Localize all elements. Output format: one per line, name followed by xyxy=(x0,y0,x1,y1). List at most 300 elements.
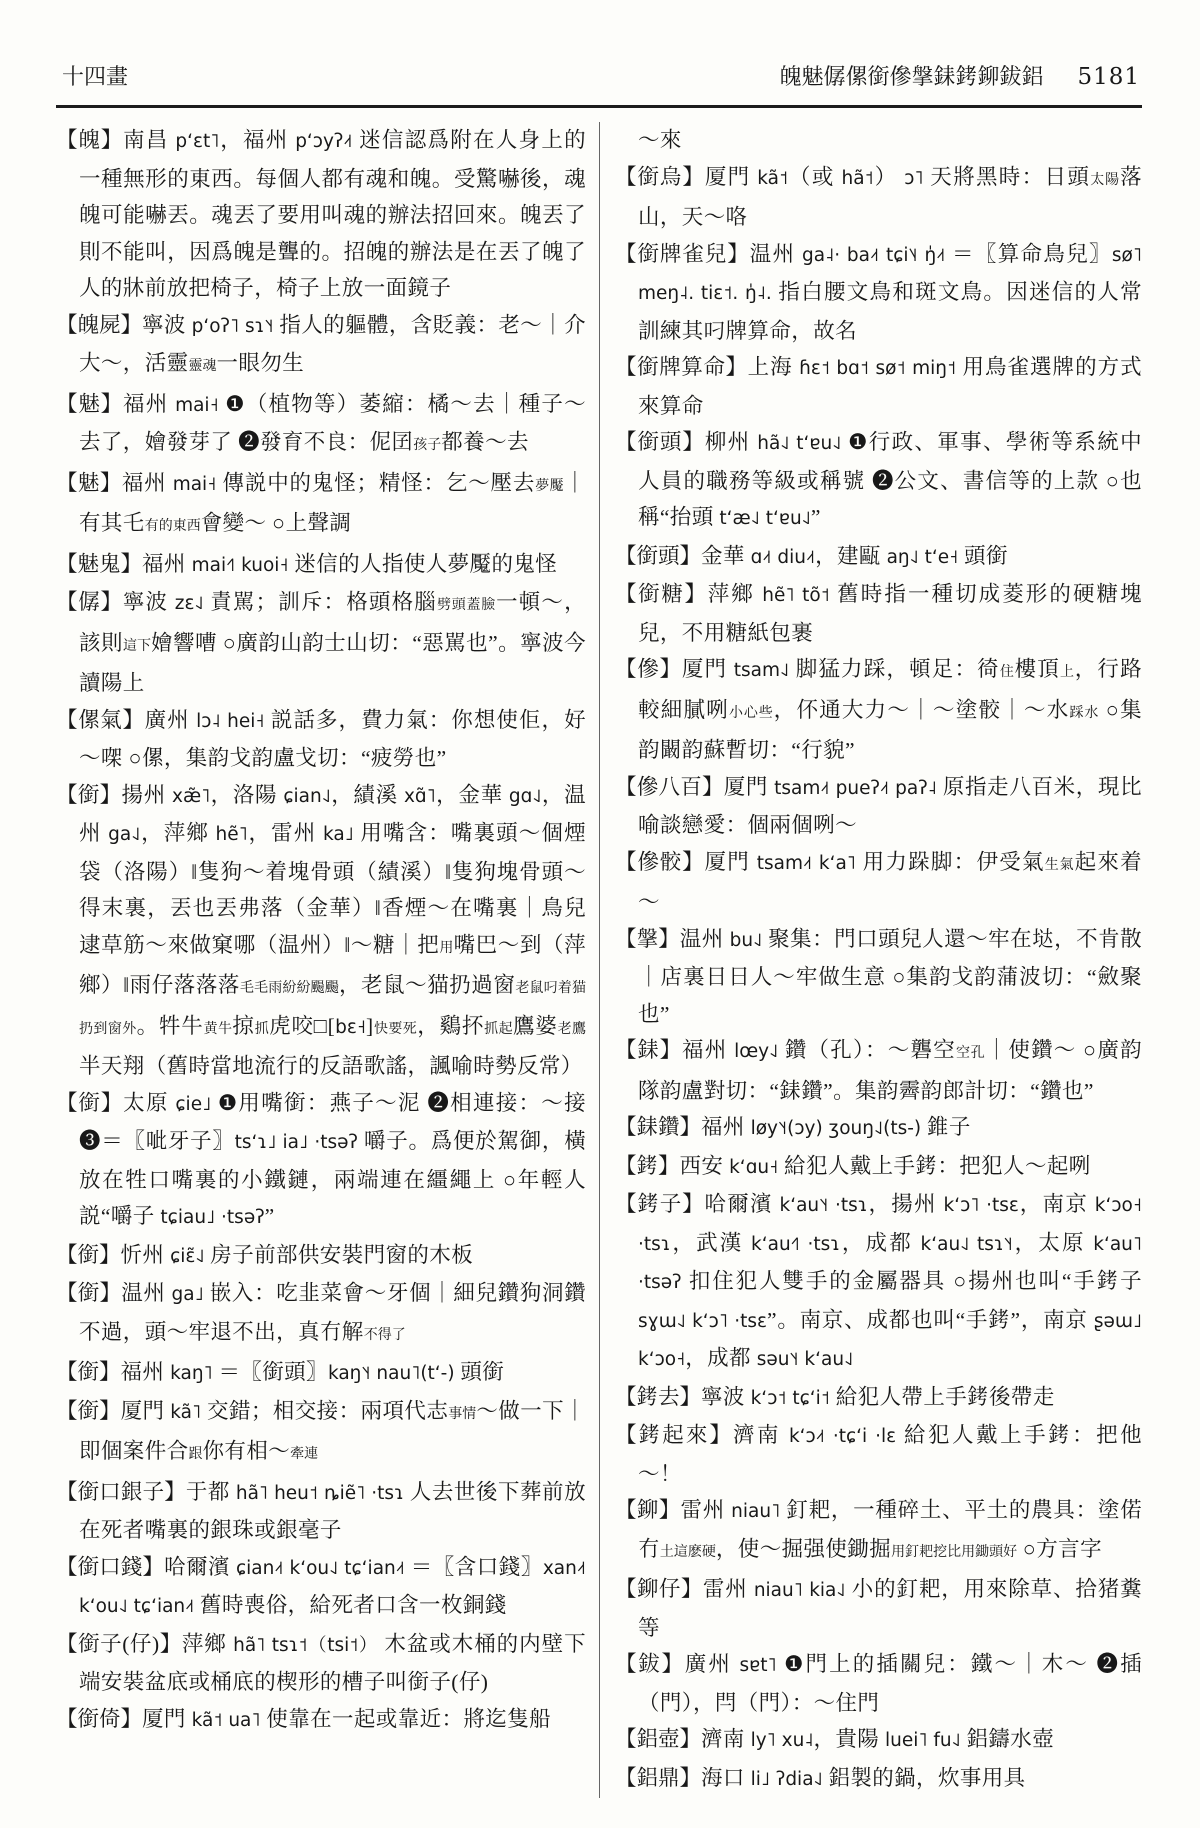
entry-text: ，鷄抔 xyxy=(417,1013,485,1038)
entry-text: ，伓通大力～｜～塗骹｜～水 xyxy=(773,697,1070,722)
dictionary-entry xyxy=(615,1186,1142,1379)
entry-text: 一頓～，該則 xyxy=(79,590,587,655)
dictionary-entry xyxy=(615,1417,1142,1492)
phonetic-transcription: xɑ̃˥ xyxy=(403,785,436,807)
phonetic-transcription: gɑ˨˩ xyxy=(508,785,542,807)
phonetic-transcription: ʂəɯ˩ kʻɔo˧ xyxy=(638,1310,1143,1370)
small-gloss: 毛毛雨紛紛颺颺 xyxy=(239,981,339,996)
small-gloss: 用釘耙挖比用鋤頭好 xyxy=(891,1544,1018,1560)
small-gloss: 踩水 xyxy=(1069,705,1100,721)
dictionary-entry xyxy=(615,1148,1142,1187)
entry-text: ，揚州 xyxy=(867,1192,944,1216)
entry-text: 扣住犯人雙手的金屬器具 ○揚州也叫“手銬子 xyxy=(681,1269,1142,1293)
dictionary-entry xyxy=(615,1760,1142,1799)
entry-text: 鷹婆 xyxy=(513,1013,558,1038)
entry-text: 福州 xyxy=(701,1115,751,1139)
phonetic-transcription: mai˧˥ kuoi˧ xyxy=(191,554,289,576)
entry-headword: 【銜】 xyxy=(56,1090,124,1115)
dictionary-entry xyxy=(56,1549,586,1626)
phonetic-transcription: tʻæ˨˩ tʻɐu˨˩ xyxy=(719,508,811,529)
phonetic-transcription: tsam˨˩ xyxy=(733,660,790,681)
entry-text: 。牪牛 xyxy=(136,1013,204,1038)
entry-text: 迷信的人指使人夢魘的鬼怪 xyxy=(288,551,558,576)
dictionary-entry xyxy=(615,576,1142,651)
dictionary-entry xyxy=(56,1354,586,1393)
entry-text: 揚州 xyxy=(121,782,173,807)
entry-text: 虎咬□[ xyxy=(269,1013,336,1038)
entry-text: ❶（植物等）萎縮：橘～去｜種子～去了，嬒發芽了 ❷發育不良：伲囝 xyxy=(79,391,586,454)
phonetic-transcription: kã˦ xyxy=(757,167,789,189)
entry-text: ～做一下｜即個案件合 xyxy=(79,1398,586,1463)
entry-headword: 【銜子(仔)】 xyxy=(56,1631,182,1656)
phonetic-transcription: kʻɔ˦ tɕʻi˦ xyxy=(750,1387,830,1409)
entry-text: 廣州 xyxy=(144,707,197,732)
entry-text: 哈爾濱 xyxy=(704,1192,780,1216)
entry-text: 使靠在一起或靠近：將迄隻船 xyxy=(260,1706,551,1731)
dictionary-entry xyxy=(56,465,586,546)
entry-text: 嵌入：吃韭菜會～牙個｜細兒鑽狗洞鑽不過，頭～牢退不出，真冇解 xyxy=(79,1281,586,1344)
entry-text: 寧波 xyxy=(701,1384,751,1409)
running-header xyxy=(56,60,1142,91)
entry-headword: 【魅鬼】 xyxy=(56,551,143,576)
phonetic-transcription: hẽ˥ tõ˦ xyxy=(762,585,830,606)
page-number: 5181 xyxy=(1077,64,1140,90)
phonetic-transcription: ga˩ xyxy=(171,1284,204,1305)
phonetic-transcription: kʻɑu˧ xyxy=(729,1156,779,1178)
entry-headword: 【銬】 xyxy=(615,1153,680,1178)
entry-headword: 【銜倚】 xyxy=(56,1706,143,1731)
phonetic-transcription: tsam˨˦ pueʔ˨˦ paʔ˨ xyxy=(774,777,937,799)
phonetic-transcription: kʻɔo˧ ·tsɿ xyxy=(638,1195,1142,1255)
phonetic-transcription: pʻɔyʔ˨˦ xyxy=(295,131,353,152)
entry-text: ，雷州 xyxy=(247,821,323,845)
dictionary-entry xyxy=(56,584,586,702)
entry-text: 落山，天～咯 xyxy=(638,164,1143,229)
entry-text: 用鳥雀選牌的方式來算命 xyxy=(638,355,1142,418)
entry-text: 房子前部供安裝門窗的木板 xyxy=(204,1242,474,1267)
entry-text: 西安 xyxy=(679,1153,730,1178)
entry-text: 鑽（孔）：～礱空 xyxy=(778,1038,956,1062)
small-gloss: 黄牛 xyxy=(203,1021,233,1037)
small-gloss: 小心些 xyxy=(729,705,774,721)
entry-text: ，成都 xyxy=(840,1230,921,1255)
entry-text: 起來着～ xyxy=(638,849,1143,914)
dictionary-entry xyxy=(56,1626,586,1701)
entry-text: 掠 xyxy=(232,1013,255,1038)
entry-text: 用嘴含：嘴裏頭～個煙袋（洛陽）‖隻狗～着塊骨頭（績溪）‖隻狗塊骨頭～得末裏，丟也丟弗落（金華）‖香煙～在嘴裏｜鳥兒逮草筋～來做窠哪（温州）‖～糖｜把 xyxy=(79,821,586,957)
small-gloss: 用 xyxy=(439,940,454,956)
phonetic-transcription: ka˩ xyxy=(322,824,354,845)
phonetic-transcription: kaŋ˥ xyxy=(170,1363,213,1384)
entry-text: ｜有其乇 xyxy=(79,470,586,535)
entry-text: 責駡；訓斥：格頭格腦 xyxy=(203,590,437,614)
dictionary-entry xyxy=(56,122,586,307)
entry-text: ] xyxy=(366,1013,374,1038)
entry-headword: 【僝】 xyxy=(56,590,123,614)
entry-headword: 【銬去】 xyxy=(615,1384,702,1409)
entry-headword: 【傪骹】 xyxy=(615,849,705,874)
entry-headword: 【銜烏】 xyxy=(615,164,705,189)
dictionary-entry xyxy=(56,546,586,585)
entry-headword: 【鉚仔】 xyxy=(615,1577,703,1601)
entry-headword: 【鋁鼎】 xyxy=(615,1765,702,1790)
entry-text: ” xyxy=(810,505,821,529)
entry-text: ，福州 xyxy=(219,128,296,152)
entry-text: ｜使鑽～ ○廣韵隊韵盧對切：“銇鑽”。集韵霽韵郎計切：“鑽也” xyxy=(638,1038,1142,1103)
small-gloss: 住 xyxy=(999,665,1015,680)
entry-text: ，使～掘强使鋤掘 xyxy=(715,1536,892,1561)
entry-text: 嘴巴～到（萍鄉）‖雨仔落落落 xyxy=(79,932,587,997)
small-gloss: 孩子 xyxy=(413,438,442,453)
dictionary-entry xyxy=(615,844,1142,921)
entry-text: 温州 xyxy=(679,926,730,951)
entry-headword: 【鋁壺】 xyxy=(615,1727,702,1751)
entry-text: 一眼勿生 xyxy=(216,351,305,375)
entry-text: 樓頂 xyxy=(1014,657,1060,681)
entry-text: 傳説中的鬼怪；精怪：乞～壓去 xyxy=(216,470,536,495)
dictionary-entry xyxy=(615,424,1142,538)
entry-headword: 【銜糖】 xyxy=(615,582,708,606)
phonetic-transcription: tɕiau˩ ·tsəʔ xyxy=(160,1207,265,1228)
small-gloss: 跟 xyxy=(188,1447,203,1462)
header-rule xyxy=(56,105,1142,108)
small-gloss: 快要死 xyxy=(373,1021,418,1037)
entry-text: 脚猛力踩，頓足：徛 xyxy=(789,657,1000,681)
phonetic-transcription: kʻau˨˩ tsɿ˥˧ xyxy=(920,1233,1013,1255)
entry-text: ，建甌 xyxy=(815,543,887,568)
dictionary-entry xyxy=(56,1474,586,1549)
entry-text: 厦門 xyxy=(704,849,757,874)
entry-text: 説話多，費力氣：你想使佢，好～㗎 ○傫，集韵戈韵盧戈切：“疲勞也” xyxy=(79,707,586,770)
entry-text: 柳州 xyxy=(704,430,758,454)
phonetic-transcription: bu˨˩ xyxy=(729,929,763,951)
entry-text: ，萍鄉 xyxy=(140,821,216,845)
entry-headword: 【銜】 xyxy=(56,782,122,807)
small-gloss: 抓起 xyxy=(484,1021,513,1037)
entry-text: 温州 xyxy=(749,241,803,266)
entry-text: 萍鄉 xyxy=(707,582,763,606)
small-gloss: 老鷹 xyxy=(557,1021,587,1037)
small-gloss: 抓 xyxy=(254,1021,270,1037)
entry-headword: 【銜頭】 xyxy=(615,430,705,454)
entry-text: ○集韵闞韵蘇暫切：“行貌” xyxy=(638,697,1142,762)
phonetic-transcription: kʻɔ˥ ·tsɛ xyxy=(943,1195,1019,1216)
entry-text: 你有相～ xyxy=(202,1439,291,1463)
entry-text: 福州 xyxy=(120,1360,171,1384)
dictionary-entry xyxy=(615,236,1142,350)
small-gloss: 不得了 xyxy=(363,1327,406,1343)
entry-headword: 【銜牌雀兒】 xyxy=(615,241,750,266)
entry-text: ，洛陽 xyxy=(210,782,284,807)
small-gloss: 太陽 xyxy=(1090,172,1121,188)
dictionary-entry xyxy=(615,1379,1142,1418)
entry-headword: 【銬子】 xyxy=(615,1192,705,1216)
entry-text: ～來 xyxy=(638,128,682,152)
entry-headword: 【銜口錢】 xyxy=(56,1554,165,1579)
entry-text: 錐子 xyxy=(921,1115,971,1139)
entry-headword: 【銜】 xyxy=(56,1242,121,1267)
entry-headword: 【鈸】 xyxy=(615,1652,685,1676)
entry-text: 福州 xyxy=(682,1038,735,1062)
entry-text: 小的釘耙，用來除草、拾猪糞等 xyxy=(638,1577,1142,1640)
small-gloss: 劈頭蓋臉 xyxy=(436,598,497,613)
phonetic-transcription: ga˨· ba˨˦ tɕi˥˨ ŋ̍˨˦ xyxy=(802,244,946,266)
entry-text: 迷信認爲附在人身上的一種無形的東西。每個人都有魂和魄。受驚嚇後，魂魄可能嚇丟。魂丟了要用叫魂的辦法招回來。魄丟了則不能叫，因爲魄是聾的。招魄的辦法是在丟了魄了人的牀前放把椅子，椅子上放一面鏡子 xyxy=(79,128,586,300)
entry-headword: 【銜】 xyxy=(56,1281,122,1305)
entry-text: 舊時指一種切成菱形的硬糖塊兒，不用糖紙包裹 xyxy=(638,582,1142,645)
entry-text: ❶用嘴銜：燕子～泥 ❷相連接：～接 ❸＝〖呲牙子〗 xyxy=(79,1090,586,1153)
entry-text: 頭銜 xyxy=(958,543,1008,568)
entry-text: ，武漢 xyxy=(670,1230,752,1255)
entry-headword: 【銇】 xyxy=(615,1038,682,1062)
entry-text: 指白腰文鳥和斑文鳥。因迷信的人常訓練其叼牌算命，故名 xyxy=(638,280,1142,343)
dictionary-entry xyxy=(56,1701,586,1740)
small-gloss: 夢魘 xyxy=(535,478,565,494)
dictionary-entry xyxy=(615,651,1142,769)
entry-headword: 【搫】 xyxy=(615,926,680,951)
section-label: 十四畫 xyxy=(62,64,129,89)
entry-text: ＝〖含口錢〗 xyxy=(404,1554,543,1579)
entry-text: 指人的軀體，含貶義：老～｜介大～，活靈 xyxy=(79,312,586,375)
phonetic-transcription: pʻoʔ˥ sɿ˥˧ xyxy=(191,315,274,337)
phonetic-transcription: løy˥˧(ɔy) ʒouŋ˨˩(ts-) xyxy=(750,1118,922,1139)
entry-text: ，温州 xyxy=(79,782,586,845)
entry-text: 厦門 xyxy=(120,1398,171,1423)
entry-text: 半天翔（舊時當地流行的反語歌謠，諷喻時勢反常） xyxy=(79,1054,583,1078)
phonetic-transcription: lɔ˨ hei˧ xyxy=(196,710,265,732)
dictionary-entry xyxy=(615,1721,1142,1760)
entry-text: 木盆或木桶的内壁下端安裝盆底或桶底的楔形的槽子叫銜子(仔) xyxy=(79,1631,586,1694)
entry-text: 寧波 xyxy=(142,312,192,337)
entry-text: ” xyxy=(264,1204,275,1228)
phonetic-transcription: kʻau˥ ·tsəʔ xyxy=(638,1233,1143,1293)
phonetic-transcription: zɛ˨˩ xyxy=(174,593,204,614)
phonetic-transcription: hã˨˩ tʻɐu˨˩ xyxy=(757,433,842,454)
dictionary-entry xyxy=(615,769,1142,844)
dictionary-entry xyxy=(56,702,586,777)
entry-text: 雷州 xyxy=(702,1577,754,1601)
phonetic-transcription: ɕian˨˩ xyxy=(283,785,331,807)
entry-text: ❶門上的插關兒：鐵～｜木～ ❷插（門），閂（門）：～住門 xyxy=(638,1652,1143,1715)
entry-text: ”。南京、成都也叫“手銬”，南京 xyxy=(767,1307,1094,1332)
dictionary-entry xyxy=(615,159,1142,236)
entry-headword: 【魄屍】 xyxy=(56,312,143,337)
phonetic-transcription: mai˧ xyxy=(175,394,219,416)
entry-text: 鋁鑄水壺 xyxy=(960,1727,1055,1751)
entry-text: 厦門 xyxy=(723,774,775,799)
dictionary-entry xyxy=(615,349,1142,424)
dictionary-entry xyxy=(615,122,1142,159)
phonetic-transcription: niau˥ xyxy=(731,1501,781,1522)
dictionary-entry xyxy=(615,1492,1142,1571)
entry-text: 海口 xyxy=(701,1765,751,1790)
phonetic-transcription: hẽ˥ xyxy=(215,824,248,845)
phonetic-transcription: tsʻɿ˩ ia˩ ·tsəʔ xyxy=(234,1132,358,1153)
entry-text: 雷州 xyxy=(680,1498,732,1522)
small-gloss: 老鼠叼着猫扔到窗外 xyxy=(79,981,587,1037)
small-gloss: 有的東西 xyxy=(144,519,201,534)
entry-text: 嚼子。爲便於駕御，橫放在牲口嘴裏的小鐵鏈，兩端連在繮繩上 ○年輕人説“嚼子 xyxy=(79,1129,586,1228)
entry-text: 原指走八百米，現比喻談戀愛：個兩個咧～ xyxy=(638,774,1142,837)
entry-text: ○方言字 xyxy=(1017,1536,1102,1561)
phonetic-transcription: ɕian˨˦ kʻou˨˩ tɕʻian˨˦ xyxy=(236,1557,405,1579)
small-gloss: 靈魂 xyxy=(188,359,217,374)
phonetic-transcription: pʻɛt˥ xyxy=(175,131,220,152)
entry-text: 給犯人戴上手銬：把犯人～起咧 xyxy=(778,1153,1091,1178)
entry-headword: 【傪八百】 xyxy=(615,774,724,799)
phonetic-transcription: kã˥ xyxy=(170,1401,202,1423)
dictionary-entry xyxy=(615,1109,1142,1148)
entry-text: 金華 xyxy=(701,543,751,568)
entry-text: ❶行政、軍事、學術等系統中人員的職務等級或稱號 ❷公文、書信等的上款 ○也稱“抬頭 xyxy=(638,430,1142,529)
phonetic-transcription: hã˥ tsɿ˦（tsi˦） xyxy=(233,1634,378,1656)
entry-headword: 【銜】 xyxy=(56,1360,121,1384)
entry-text: 萍鄉 xyxy=(181,1631,234,1656)
entry-text: 厦門 xyxy=(142,1706,192,1731)
entry-text: ，金華 xyxy=(435,782,509,807)
phonetic-transcription: kaŋ˥˧ nau˥(tʻ-) xyxy=(327,1363,455,1384)
entry-headword: 【銜】 xyxy=(56,1398,121,1423)
phonetic-transcription: sɣɯ˨˩ kʻɔ˥ ·tsɛ xyxy=(638,1310,767,1332)
entry-text: ，貴陽 xyxy=(813,1727,885,1751)
entry-text: ，行路較細膩咧 xyxy=(638,657,1142,722)
phonetic-transcription: mai˧ xyxy=(172,473,217,495)
entry-text: 廣州 xyxy=(684,1652,740,1676)
dictionary-entry xyxy=(56,386,586,465)
phonetic-transcription: li˩ ʔdia˨˩ xyxy=(750,1768,823,1790)
phonetic-transcription: ɦɛ˦ bɑ˦ sø˦ miŋ˦ xyxy=(799,358,957,379)
small-gloss: 事情 xyxy=(448,1406,477,1422)
entry-text: 用力跺脚：伊受氣 xyxy=(855,849,1045,874)
entry-text: 南昌 xyxy=(123,128,176,152)
dictionary-entry xyxy=(615,921,1142,1033)
small-gloss: 上 xyxy=(1059,665,1075,680)
dictionary-entry xyxy=(56,1085,586,1237)
left-column xyxy=(56,122,599,1798)
entry-text: 寧波 xyxy=(122,590,175,614)
phonetic-transcription: kã˦ ua˥ xyxy=(191,1709,261,1731)
dictionary-entry xyxy=(56,777,586,1085)
right-column xyxy=(599,122,1142,1798)
entry-text: 釘耙，一種碎土、平土的農具：塗偌冇 xyxy=(638,1498,1142,1561)
entry-text: 濟南 xyxy=(733,1423,789,1447)
entry-text: ，績溪 xyxy=(330,782,404,807)
entry-text: 福州 xyxy=(123,391,176,416)
entry-text: ，太原 xyxy=(1012,1230,1094,1255)
entry-headword: 【銇鑽】 xyxy=(615,1115,702,1139)
entry-text: 舊時喪俗，給死者口含一枚銅錢 xyxy=(194,1593,507,1617)
small-gloss: 空孔 xyxy=(955,1046,986,1061)
entry-text: 温州 xyxy=(121,1281,172,1305)
entry-text: ，老鼠～猫扔過窗 xyxy=(339,973,516,997)
entry-text: 福州 xyxy=(121,470,173,495)
dictionary-entry xyxy=(615,1571,1142,1646)
entry-text: 厦門 xyxy=(704,164,758,189)
entry-headword: 【銜頭】 xyxy=(615,543,702,568)
dictionary-entry xyxy=(615,1646,1142,1721)
entry-text: 上海 xyxy=(747,355,800,379)
entry-headword: 【魅】 xyxy=(56,391,123,416)
phonetic-transcription: aŋ˨˩ tʻe˧ xyxy=(886,546,959,568)
phonetic-transcription: sø˥ meŋ˨. tiɛ˦. ŋ̍˨. xyxy=(638,244,1142,304)
entry-text: 給犯人帶上手銬後帶走 xyxy=(829,1384,1055,1409)
phonetic-transcription: xan˨˦ kʻou˨˩ tɕʻian˨˦ xyxy=(79,1557,586,1617)
dictionary-entry xyxy=(56,1275,586,1354)
phonetic-transcription: kʻau˥˧ ·tsɿ xyxy=(779,1195,868,1216)
phonetic-transcription: ɔ˥ xyxy=(904,167,924,189)
entry-text: 都養～去 xyxy=(441,430,529,454)
phonetic-transcription: tsam˨˦ kʻa˥ xyxy=(756,852,856,874)
entry-headword: 【傫氣】 xyxy=(56,707,145,732)
entry-text: 哈爾濱 xyxy=(164,1554,236,1579)
phonetic-transcription: sɐt˥ xyxy=(739,1655,777,1676)
small-gloss: 這下 xyxy=(122,638,152,654)
phonetic-transcription: niau˥ kia˨˩ xyxy=(753,1580,846,1601)
dictionary-entry xyxy=(615,538,1142,577)
phonetic-transcription: xæ̃˥ xyxy=(172,785,211,807)
entry-text: 給犯人戴上手銬：把他～！ xyxy=(638,1423,1142,1486)
entry-text: 于都 xyxy=(185,1479,236,1504)
dictionary-entry xyxy=(56,307,586,386)
entry-text: ＝〖銜頭〗 xyxy=(212,1360,328,1384)
entry-text: 聚集：門口頭兒人還～牢在垯，不肯散｜店裏日日人～牢做生意 ○集韵戈韵蒲波切：“斂聚也” xyxy=(638,926,1142,1026)
entry-headword: 【魅】 xyxy=(56,470,122,495)
entry-text: 福州 xyxy=(142,551,192,576)
entry-text: ＝〖算命鳥兒〗 xyxy=(945,241,1112,266)
phonetic-transcription: kʻau˧˥ ·tsɿ xyxy=(751,1233,841,1255)
dictionary-entry xyxy=(615,1032,1142,1109)
entry-text: 鋁製的鍋，炊事用具 xyxy=(822,1765,1026,1790)
phonetic-transcription: ɕie˩ xyxy=(175,1093,212,1115)
entry-text: 天將黑時：日頭 xyxy=(923,164,1091,189)
entry-text: 嬒響嘈 ○廣韵山韵士山切：“惡駡也”。寧波今讀陽上 xyxy=(79,630,587,695)
entry-text: （或 xyxy=(788,164,842,189)
running-headwords: 魄魅僝傫銜傪搫銇銬鉚鈸鋁 xyxy=(779,64,1044,89)
phonetic-transcription: kʻɔ˨˦ ·tɕʻi ·lɛ xyxy=(788,1426,897,1447)
phonetic-transcription: lœy˨˩ xyxy=(734,1041,779,1062)
entry-text: 忻州 xyxy=(120,1242,171,1267)
phonetic-transcription: ɕiɛ̃˨˩ xyxy=(170,1245,205,1267)
phonetic-transcription: ɑ˨˦ diu˨˦ xyxy=(750,546,816,568)
entry-headword: 【鉚】 xyxy=(615,1498,681,1522)
entry-headword: 【銜口銀子】 xyxy=(56,1479,186,1504)
phonetic-transcription: ly˥ xu˨ xyxy=(750,1730,814,1751)
entry-text: 厦門 xyxy=(681,657,734,681)
small-gloss: 牽連 xyxy=(290,1447,319,1462)
entry-text: 人去世後下葬前放在死者嘴裏的銀珠或銀毫子 xyxy=(79,1479,586,1542)
phonetic-transcription: bɛ˧ xyxy=(335,1016,367,1038)
phonetic-transcription: hã˦ xyxy=(841,167,874,189)
entry-headword: 【銬起來】 xyxy=(615,1423,734,1447)
entry-text: 濟南 xyxy=(701,1727,751,1751)
entry-text: ） xyxy=(873,164,905,189)
dictionary-entry xyxy=(56,1393,586,1474)
entry-headword: 【魄】 xyxy=(56,128,124,152)
dictionary-entry xyxy=(56,1237,586,1276)
entry-text: 太原 xyxy=(123,1090,176,1115)
text-columns xyxy=(56,122,1142,1798)
entry-text: 交錯；相交接：兩項代志 xyxy=(201,1398,449,1423)
entry-text: 會變～ ○上聲調 xyxy=(200,511,352,535)
entry-text: ，成都 xyxy=(685,1346,757,1370)
phonetic-transcription: hã˥ heu˦ ȵiẽ˥ ·tsɿ xyxy=(235,1482,404,1504)
entry-text: ，南京 xyxy=(1018,1192,1095,1216)
small-gloss: 生氣 xyxy=(1044,857,1075,873)
phonetic-transcription: ga˨˩ xyxy=(108,824,141,845)
small-gloss: 土這麽硬 xyxy=(659,1544,716,1560)
phonetic-transcription: səu˥˧ kʻau˨˩ xyxy=(756,1349,854,1370)
entry-headword: 【傪】 xyxy=(615,657,682,681)
